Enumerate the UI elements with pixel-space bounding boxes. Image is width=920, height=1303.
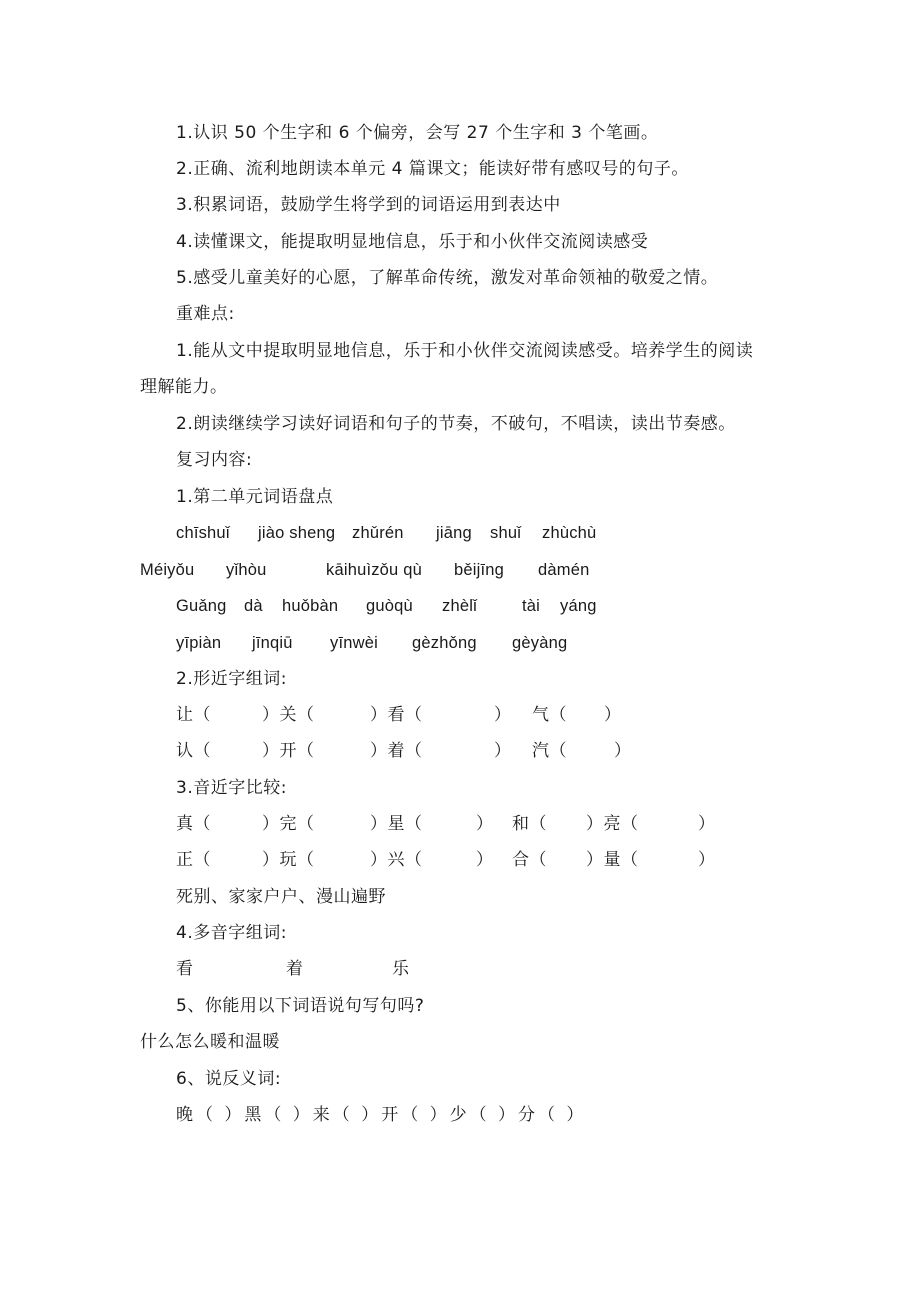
fill-blank: ）: [476, 850, 494, 870]
pinyin-word: zhùchù: [542, 524, 597, 542]
review-heading: 复习内容:: [176, 450, 253, 470]
pinyin-word: huǒbàn: [282, 597, 339, 615]
fill-blank: ）: [698, 850, 716, 870]
fill-blank: ）: [494, 705, 512, 725]
pinyin-word: jiào sheng: [258, 524, 336, 542]
pinyin-word: Guǎng: [176, 597, 227, 615]
polyphone-char: 看: [176, 959, 194, 979]
key-point-1-continued: 理解能力。: [140, 377, 228, 397]
fill-blank: ）亮（: [586, 814, 639, 834]
pinyin-word: zhǔrén: [352, 524, 404, 542]
pinyin-word: shuǐ: [490, 524, 522, 542]
goal-2: 2.正确、流利地朗读本单元 4 篇课文；能读好带有感叹号的句子。: [176, 159, 689, 179]
fill-blank: 和（: [512, 814, 547, 834]
pinyin-word: gèzhǒng: [412, 634, 477, 652]
fill-blank: ）量（: [586, 850, 639, 870]
fill-blank: 真（: [176, 814, 211, 834]
fill-blank: ）: [494, 741, 512, 761]
section-5-title: 5、你能用以下词语说句写句吗?: [176, 996, 425, 1016]
section-6-title: 6、说反义词:: [176, 1069, 282, 1089]
polyphone-char: 乐: [392, 959, 410, 979]
fill-blank: ）看（: [370, 705, 423, 725]
pinyin-word: yīpiàn: [176, 634, 222, 652]
fill-blank: ）: [476, 814, 494, 834]
fill-blank: ）: [604, 705, 622, 725]
fill-blank: 合（: [512, 850, 547, 870]
pinyin-word: jiāng: [436, 524, 472, 542]
goal-3: 3.积累词语，鼓励学生将学到的词语运用到表达中: [176, 195, 561, 215]
pinyin-word: dàmén: [538, 561, 590, 579]
idiom-list: 死别、家家户户、漫山遍野: [176, 887, 386, 907]
fill-blank: 汽（: [532, 741, 567, 761]
fill-blank: ）: [698, 814, 716, 834]
section-2-title: 2.形近字组词:: [176, 669, 287, 689]
antonym-row: 晚（ ）黑（ ）来（ ）开（ ）少（ ）分（ ）: [176, 1105, 587, 1125]
pinyin-word: jīnqiū: [252, 634, 293, 652]
fill-blank: 认（: [176, 741, 211, 761]
goal-4: 4.读懂课文，能提取明显地信息，乐于和小伙伴交流阅读感受: [176, 232, 649, 252]
fill-blank: ）开（: [262, 741, 315, 761]
fill-blank: 正（: [176, 850, 211, 870]
pinyin-word: zhèlǐ: [442, 597, 477, 615]
fill-blank: ）兴（: [370, 850, 423, 870]
pinyin-word: gèyàng: [512, 634, 568, 652]
pinyin-word: yīnwèi: [330, 634, 378, 652]
pinyin-word: yǐhòu: [226, 561, 267, 579]
pinyin-word: chīshuǐ: [176, 524, 230, 542]
pinyin-word: yáng: [560, 597, 597, 615]
fill-blank: 让（: [176, 705, 211, 725]
pinyin-word: dà: [244, 597, 263, 615]
section-4-title: 4.多音字组词:: [176, 923, 287, 943]
fill-blank: ）着（: [370, 741, 423, 761]
pinyin-word: běijīng: [454, 561, 505, 579]
section-1-title: 1.第二单元词语盘点: [176, 487, 334, 507]
key-point-1: 1.能从文中提取明显地信息，乐于和小伙伴交流阅读感受。培养学生的阅读: [176, 341, 754, 361]
goal-1: 1.认识 50 个生字和 6 个偏旁，会写 27 个生字和 3 个笔画。: [176, 123, 659, 143]
pinyin-word: guòqù: [366, 597, 413, 615]
polyphone-char: 着: [286, 959, 304, 979]
pinyin-word: kāihuìzǒu qù: [326, 561, 422, 579]
fill-blank: ）关（: [262, 705, 315, 725]
pinyin-word: Méiyǒu: [140, 561, 195, 579]
fill-blank: ）玩（: [262, 850, 315, 870]
section-3-title: 3.音近字比较:: [176, 778, 287, 798]
key-points-heading: 重难点:: [176, 304, 235, 324]
pinyin-word: tài: [522, 597, 541, 615]
fill-blank: ）完（: [262, 814, 315, 834]
fill-blank: ）: [614, 741, 632, 761]
fill-blank: ）星（: [370, 814, 423, 834]
section-5-words: 什么怎么暖和温暖: [140, 1032, 280, 1052]
fill-blank: 气（: [532, 705, 567, 725]
key-point-2: 2.朗读继续学习读好词语和句子的节奏，不破句，不唱读，读出节奏感。: [176, 414, 736, 434]
goal-5: 5.感受儿童美好的心愿，了解革命传统，激发对革命领袖的敬爱之情。: [176, 268, 719, 288]
